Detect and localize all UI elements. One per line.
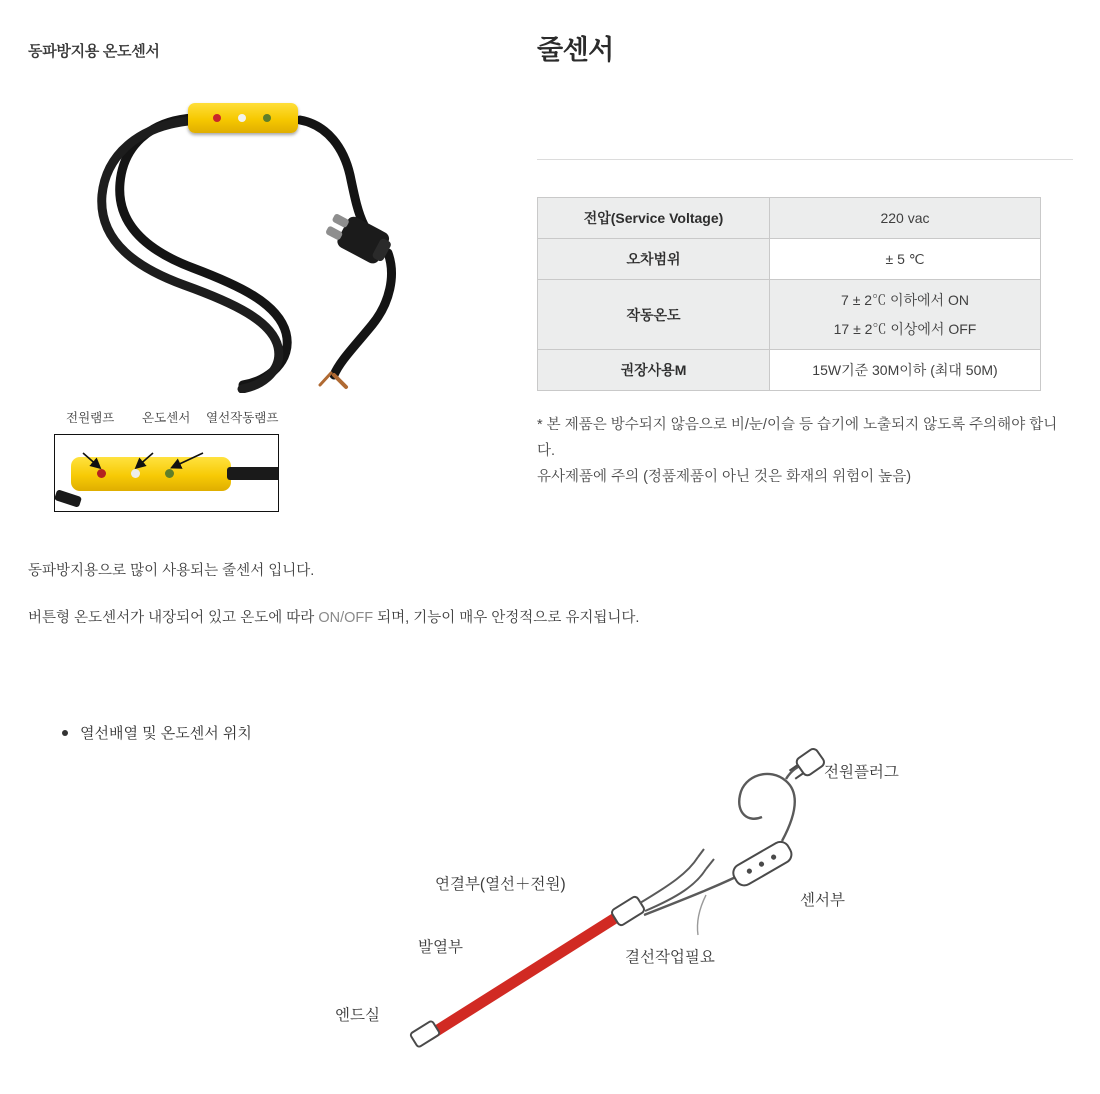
callout-label-heat-lamp: 열선작동램프	[206, 411, 279, 425]
spec-value-line: ± 5 ℃	[885, 250, 925, 267]
wiring-diagram	[300, 745, 1060, 1075]
note-line: 유사제품에 주의 (정품제품이 아닌 것은 화재의 위험이 높음)	[537, 468, 912, 485]
diagram-label-wiring-required: 결선작업필요	[625, 949, 715, 966]
description-post: 되며, 기능이 매우 안정적으로 유지됩니다.	[373, 610, 640, 627]
specification-table-body	[538, 198, 1041, 391]
callout-label-temp-sensor: 온도센서	[142, 411, 191, 425]
description-paragraph-1: 동파방지용으로 많이 사용되는 줄센서 입니다.	[28, 563, 315, 579]
diagram-label-heating-part: 발열부	[418, 939, 463, 956]
title-divider	[537, 159, 1073, 160]
heating-element-line	[430, 915, 620, 1035]
diagram-label-connector: 연결부(열선＋전원)	[435, 876, 566, 893]
spec-value-line: 15W기준 30M이하 (최대 50M)	[812, 362, 998, 378]
onoff-text: ON/OFF	[318, 610, 374, 627]
spec-key: 권장사용M	[538, 350, 770, 391]
detail-callout-labels	[54, 408, 314, 430]
spec-value-line: 17 ± 2℃ 이상에서 OFF	[833, 321, 977, 337]
spec-value	[770, 350, 1041, 391]
detail-photo	[54, 434, 279, 512]
description-paragraph-2	[28, 607, 928, 630]
description-block	[28, 560, 928, 630]
left-section-title: 동파방지용 온도센서	[28, 43, 160, 60]
diagram-label-end-seal: 엔드실	[335, 1007, 380, 1024]
sensor-body	[730, 839, 795, 889]
specification-table	[537, 197, 1041, 391]
spec-value	[770, 198, 1041, 239]
spec-key: 오차범위	[538, 239, 770, 280]
spec-value	[770, 280, 1041, 350]
detail-callout	[54, 408, 314, 512]
heating-lamp-icon	[263, 114, 271, 122]
bullet-item	[62, 722, 252, 743]
right-column	[537, 28, 1073, 490]
controller-body	[188, 103, 298, 133]
power-lamp-icon	[213, 114, 221, 122]
product-photo	[28, 103, 458, 393]
temp-sensor-icon	[238, 114, 246, 122]
wiring-diagram-graphic	[300, 745, 1060, 1075]
end-seal-cap	[410, 1020, 441, 1047]
power-plug-head	[787, 747, 826, 783]
table-row	[538, 350, 1041, 391]
diagram-label-power-plug: 전원플러그	[824, 764, 899, 781]
description-pre: 버튼형 온도센서가 내장되어 있고 온도에 따라	[28, 610, 319, 627]
spec-key: 전압(Service Voltage)	[538, 198, 770, 239]
bullet-dot-icon	[62, 730, 68, 736]
callout-label-power-lamp: 전원램프	[66, 411, 115, 425]
spec-key: 작동온도	[538, 280, 770, 350]
detail-arrows	[55, 435, 279, 512]
spec-value	[770, 239, 1041, 280]
spec-value-line: 7 ± 2℃ 이하에서 ON	[841, 292, 969, 308]
power-plug-icon	[318, 198, 428, 288]
notes-block	[537, 413, 1065, 490]
table-row	[538, 198, 1041, 239]
table-row	[538, 280, 1041, 350]
left-column	[28, 40, 498, 425]
page-title: 줄센서	[537, 35, 614, 65]
table-row	[538, 239, 1041, 280]
note-line: * 본 제품은 방수되지 않음으로 비/눈/이슬 등 습기에 노출되지 않도록 주의해야 합니다.	[537, 417, 1058, 459]
bullet-item-label: 열선배열 및 온도센서 위치	[80, 725, 252, 742]
spec-value-line: 220 vac	[880, 210, 930, 226]
diagram-label-sensor-part: 센서부	[800, 892, 845, 909]
